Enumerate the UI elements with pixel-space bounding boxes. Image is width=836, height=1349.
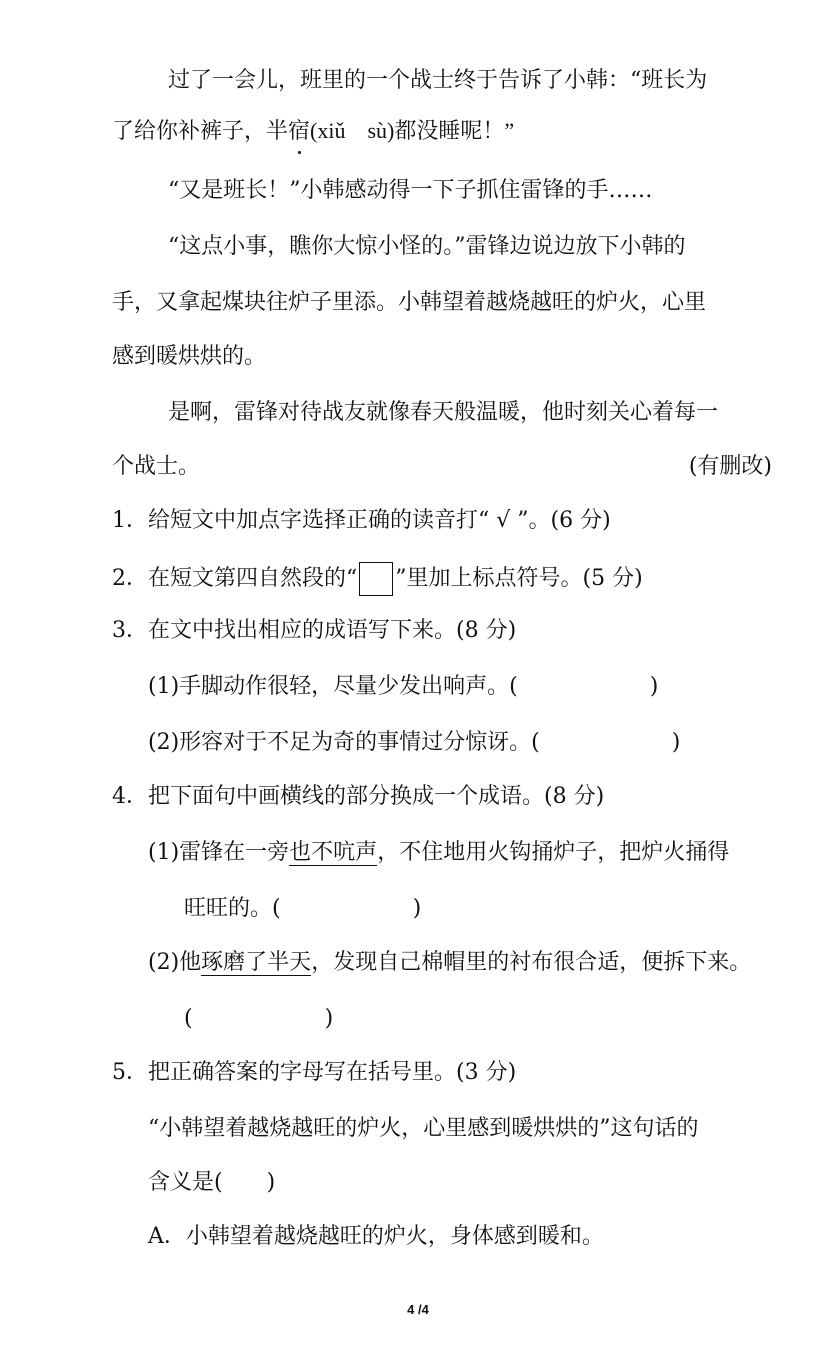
question-4-item-1 (148, 838, 729, 868)
question-1: 1．给短文中加点字选择正确的读音打“ √ ”。(6 分) (112, 508, 611, 533)
dotted-character: 宿 (288, 117, 310, 147)
question-4-item-2-end: ，发现自己棉帽里的衬布很合适，便拆下来。 (311, 950, 752, 975)
question-4-item-2-start: (2)他 (148, 950, 202, 975)
underlined-phrase: 琢磨了半天 (201, 950, 312, 975)
question-3: 3．在文中找出相应的成语写下来。(8 分) (112, 618, 517, 643)
question-4-item-1-start: (1)雷锋在一旁 (148, 840, 290, 865)
underlined-phrase: 也不吭声 (289, 840, 378, 865)
question-2-start: 2．在短文第四自然段的“ (112, 566, 358, 591)
paragraph-2: “又是班长！”小韩感动得一下子抓住雷锋的手…… (168, 178, 653, 203)
question-4-item-1-line-2: 旺旺的。( ) (184, 896, 422, 921)
question-5-stem-line-1: “小韩望着越烧越旺的炉火，心里感到暖烘烘的”这句话的 (148, 1116, 699, 1141)
paragraph-1-line-2 (112, 116, 514, 147)
paragraph-3-line-2: 手，又拿起煤块往炉子里添。小韩望着越烧越旺的炉火，心里 (112, 290, 707, 315)
punctuation-answer-box[interactable] (359, 562, 393, 596)
question-2-end: ”里加上标点符号。(5 分) (395, 566, 643, 591)
paragraph-4-line-2: 个战士。 (112, 454, 201, 479)
question-5-option-a: A．小韩望着越烧越旺的炉火，身体感到暖和。 (148, 1224, 604, 1249)
question-5-stem-line-2: 含义是( ) (148, 1170, 276, 1195)
paragraph-1-line-2-start: 了给你补裤子，半 (112, 119, 289, 144)
paragraph-1-line-1: 过了一会儿，班里的一个战士终于告诉了小韩：“班长为 (168, 68, 708, 93)
question-4-item-1-end: ，不住地用火钩捅炉子，把炉火捅得 (377, 840, 730, 865)
question-2 (112, 562, 643, 596)
question-3-item-2: (2)形容对于不足为奇的事情过分惊讶。( ) (148, 730, 681, 755)
question-4: 4．把下面句中画横线的部分换成一个成语。(8 分) (112, 784, 605, 809)
page-number: 4 /4 (407, 1302, 429, 1317)
paragraph-3-line-3: 感到暖烘烘的。 (112, 344, 267, 369)
question-4-item-2-line-2: ( ) (184, 1006, 334, 1031)
question-4-item-2 (148, 948, 751, 978)
question-3-item-1: (1)手脚动作很轻，尽量少发出响声。( ) (148, 674, 659, 699)
paragraph-4-line-1: 是啊，雷锋对待战友就像春天般温暖，他时刻关心着每一 (168, 400, 719, 425)
source-note: (有删改) (688, 454, 772, 479)
paragraph-3-line-1: “这点小事，瞧你大惊小怪的。”雷锋边说边放下小韩的 (168, 234, 686, 259)
pronunciation-options: (xiǔ sù)都没睡呢！” (310, 118, 515, 143)
question-5: 5．把正确答案的字母写在括号里。(3 分) (112, 1060, 517, 1085)
